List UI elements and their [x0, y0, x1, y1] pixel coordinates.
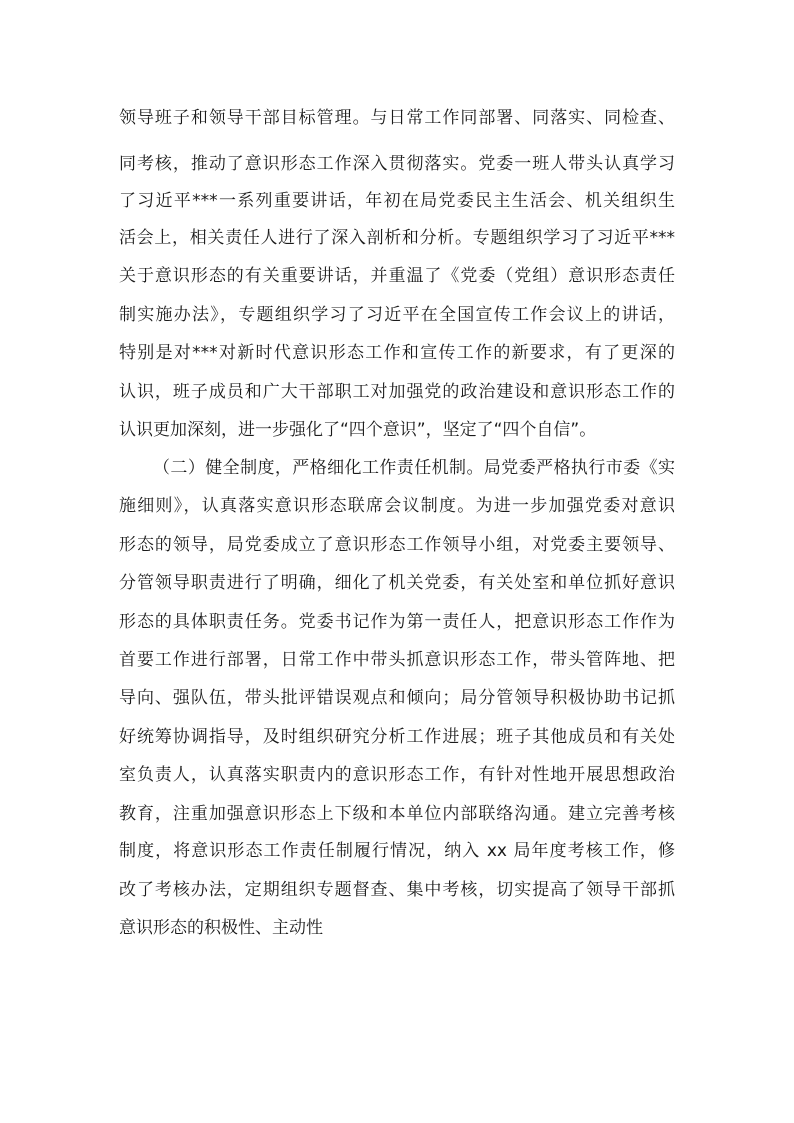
text-line: 制实施办法》，专题组织学习了习近平在全国宣传工作会议上的讲话， — [119, 305, 675, 325]
text-line: 施细则》，认真落实意识形态联席会议制度。为进一步加强党委对意识 — [119, 496, 675, 516]
text-line: 同考核，推动了意识形态工作深入贯彻落实。党委一班人带头认真学习 — [119, 154, 675, 174]
text-line: 意识形态的积极性、主动性 — [119, 918, 323, 938]
text-line: 了习近平***一系列重要讲话，年初在局党委民主生活会、机关组织生 — [119, 191, 675, 211]
text-line: 形态的具体职责任务。党委书记作为第一责任人，把意识形态工作作为 — [119, 612, 675, 632]
text-line: 活会上，相关责任人进行了深入剖析和分析。专题组织学习了习近平*** — [119, 228, 675, 248]
text-line: 认识更加深刻，进一步强化了“四个意识”，坚定了“四个自信”。 — [119, 420, 597, 440]
text-line: 关于意识形态的有关重要讲话，并重温了《党委（党组）意识形态责任 — [119, 266, 675, 286]
text-line: 室负责人，认真落实职责内的意识形态工作，有针对性地开展思想政治 — [119, 765, 675, 785]
text-line: 分管领导职责进行了明确，细化了机关党委，有关处室和单位抓好意识 — [119, 573, 675, 593]
text-line: 导向、强队伍，带头批评错误观点和倾向；局分管领导积极协助书记抓 — [119, 688, 675, 708]
text-line: 好统筹协调指导，及时组织研究分析工作进展；班子其他成员和有关处 — [119, 727, 675, 747]
paragraph-heading-line: （二）健全制度，严格细化工作责任机制。局党委严格执行市委《实 — [153, 458, 675, 478]
text-line: 特别是对***对新时代意识形态工作和宣传工作的新要求，有了更深的 — [119, 343, 675, 363]
text-line: 教育，注重加强意识形态上下级和本单位内部联络沟通。建立完善考核 — [119, 804, 675, 824]
text-line: 形态的领导，局党委成立了意识形态工作领导小组，对党委主要领导、 — [119, 535, 675, 555]
text-line: 制度，将意识形态工作责任制履行情况，纳入 xx 局年度考核工作，修 — [119, 841, 675, 861]
text-line: 首要工作进行部署，日常工作中带头抓意识形态工作，带头管阵地、把 — [119, 650, 675, 670]
text-line: 领导班子和领导干部目标管理。与日常工作同部署、同落实、同检查、 — [119, 108, 675, 128]
text-line: 改了考核办法，定期组织专题督查、集中考核，切实提高了领导干部抓 — [119, 880, 675, 900]
text-line: 认识，班子成员和广大干部职工对加强党的政治建设和意识形态工作的 — [119, 382, 675, 402]
